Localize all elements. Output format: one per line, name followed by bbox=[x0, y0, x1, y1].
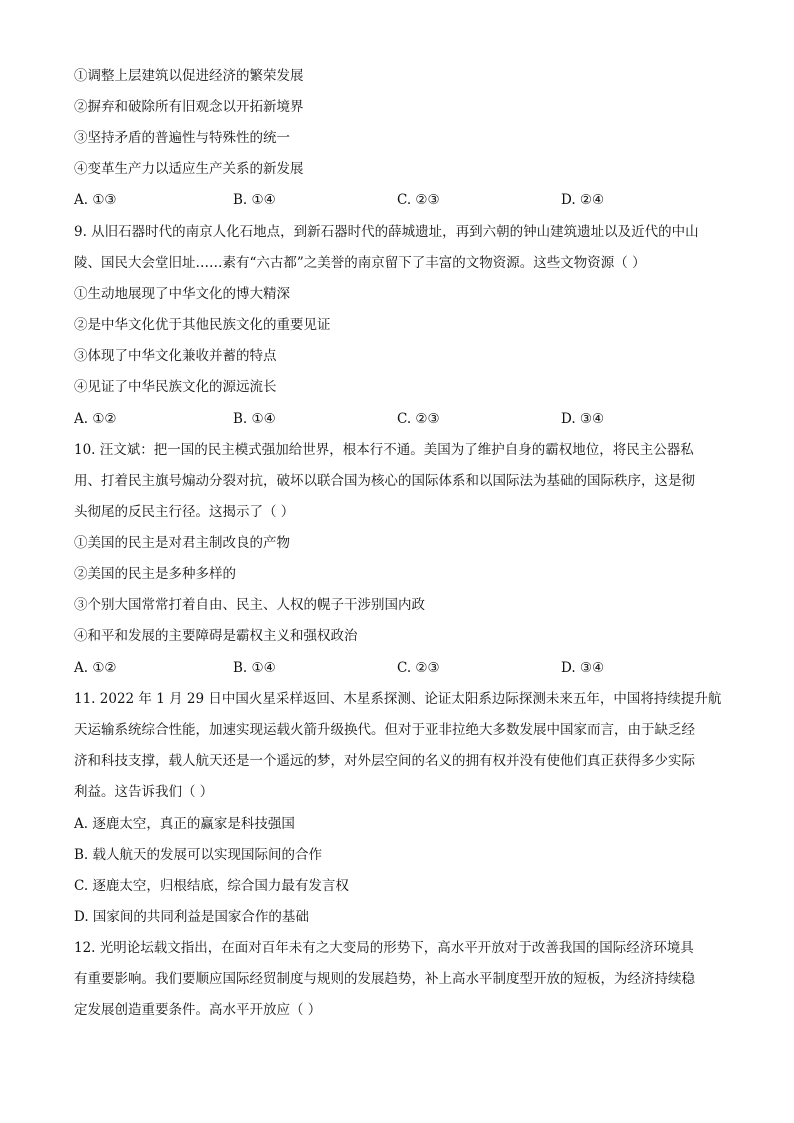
q10-statement-3: ③个别大国常常打着自由、民主、人权的幌子干涉别国内政 bbox=[74, 597, 425, 613]
q9-statement-3: ③体现了中华文化兼收并蓄的特点 bbox=[74, 348, 277, 364]
q8-statement-1: ①调整上层建筑以促进经济的繁荣发展 bbox=[74, 68, 304, 84]
q10-stem-line-2: 用、打着民主旗号煽动分裂对抗，破坏以联合国为核心的国际体系和以国际法为基础的国际秩序，这是彻 bbox=[74, 473, 695, 489]
q8-option-a: A. ①③ bbox=[74, 192, 117, 208]
q10-stem-line-3: 头彻尾的反民主行径。这揭示了（ ） bbox=[74, 504, 295, 520]
q9-statement-4: ④见证了中华民族文化的源远流长 bbox=[74, 379, 277, 395]
q10-statement-1: ①美国的民主是对君主制改良的产物 bbox=[74, 535, 290, 551]
q8-option-b: B. ①④ bbox=[233, 192, 276, 208]
q11-stem-line-4: 利益。这告诉我们（ ） bbox=[74, 784, 214, 800]
q11-stem-line-2: 天运输系统综合性能，加速实现运载火箭升级换代。但对于亚非拉绝大多数发展中国家而言，由于缺乏经 bbox=[74, 722, 695, 738]
q11-stem-line-1: 11. 2022 年 1 月 29 日中国火星采样返回、木星系探测、论证太阳系边际探测未来五年，中国将持续提升航 bbox=[74, 691, 722, 707]
q9-statement-1: ①生动地展现了中华文化的博大精深 bbox=[74, 286, 290, 302]
q10-option-d: D. ③④ bbox=[561, 660, 605, 676]
q8-statement-3: ③坚持矛盾的普遍性与特殊性的统一 bbox=[74, 130, 290, 146]
q11-option-c: C. 逐鹿太空，归根结底，综合国力最有发言权 bbox=[74, 878, 349, 894]
q10-option-a: A. ①② bbox=[74, 660, 117, 676]
q11-option-d: D. 国家间的共同利益是国家合作的基础 bbox=[74, 909, 309, 925]
q9-option-b: B. ①④ bbox=[233, 411, 276, 427]
q11-option-b: B. 载人航天的发展可以实现国际间的合作 bbox=[74, 847, 323, 863]
q8-option-c: C. ②③ bbox=[397, 192, 440, 208]
q10-option-c: C. ②③ bbox=[397, 660, 440, 676]
q11-option-a: A. 逐鹿太空，真正的赢家是科技强国 bbox=[74, 816, 295, 832]
q9-statement-2: ②是中华文化优于其他民族文化的重要见证 bbox=[74, 317, 331, 333]
q9-option-d: D. ③④ bbox=[561, 411, 605, 427]
q12-stem-line-1: 12. 光明论坛载文指出，在面对百年未有之大变局的形势下，高水平开放对于改善我国的国际经济环境具 bbox=[74, 940, 694, 956]
q9-option-a: A. ①② bbox=[74, 411, 117, 427]
q9-stem-line-1: 9. 从旧石器时代的南京人化石地点，到新石器时代的薛城遗址，再到六朝的钟山建筑遗址以及近代的中山 bbox=[74, 224, 699, 240]
q8-option-d: D. ②④ bbox=[561, 192, 605, 208]
q9-option-c: C. ②③ bbox=[397, 411, 440, 427]
q12-stem-line-3: 定发展创造重要条件。高水平开放应（ ） bbox=[74, 1002, 322, 1018]
q9-stem-line-2: 陵、国民大会堂旧址……素有“六古都”之美誉的南京留下了丰富的文物资源。这些文物资源（ ） bbox=[74, 255, 646, 271]
q8-statement-2: ②摒弃和破除所有旧观念以开拓新境界 bbox=[74, 99, 304, 115]
q10-option-b: B. ①④ bbox=[233, 660, 276, 676]
q10-stem-line-1: 10. 汪文斌：把一国的民主模式强加给世界，根本行不通。美国为了维护自身的霸权地位，将民主公器私 bbox=[74, 442, 694, 458]
q11-stem-line-3: 济和科技支撑，载人航天还是一个遥远的梦，对外层空间的名义的拥有权并没有使他们真正获得多少实际 bbox=[74, 753, 695, 769]
q8-statement-4: ④变革生产力以适应生产关系的新发展 bbox=[74, 161, 304, 177]
q12-stem-line-2: 有重要影响。我们要顺应国际经贸制度与规则的发展趋势，补上高水平制度型开放的短板，为经济持续稳 bbox=[74, 971, 695, 987]
q10-statement-2: ②美国的民主是多种多样的 bbox=[74, 566, 236, 582]
q10-statement-4: ④和平和发展的主要障碍是霸权主义和强权政治 bbox=[74, 628, 358, 644]
